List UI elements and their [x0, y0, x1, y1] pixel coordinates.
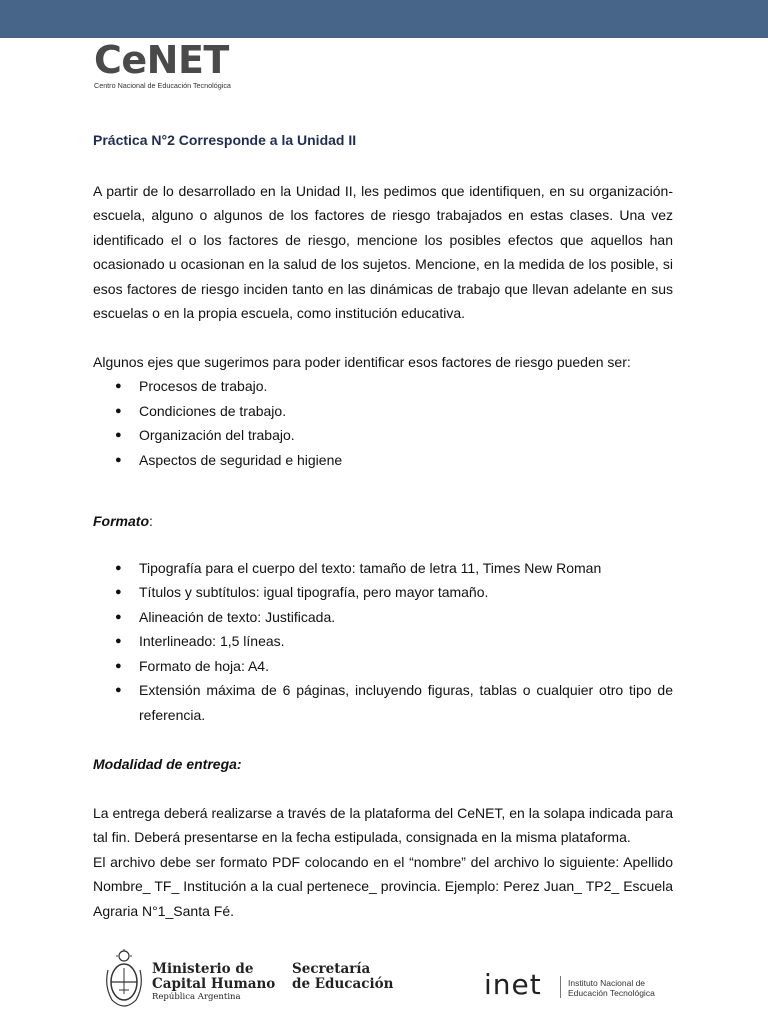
- bullet-icon: ●: [115, 380, 122, 392]
- inet-logo: inet: [484, 968, 542, 1001]
- logo-title: CeNET: [94, 38, 229, 82]
- list-item: ● Extensión máxima de 6 páginas, incluyendo figuras, tablas o cualquier otro tipo de referencia.: [93, 678, 673, 727]
- logo-subtitle: Centro Nacional de Educación Tecnológica: [94, 81, 231, 90]
- bullet-icon: ●: [115, 404, 122, 417]
- bullet-icon: ●: [115, 610, 122, 623]
- argentina-coat-of-arms-icon: [104, 948, 144, 1010]
- footer: [0, 940, 768, 1024]
- ministerio-logo: Ministerio de Capital Humano República Argentina: [152, 961, 276, 1002]
- list-item: ● Interlineado: 1,5 líneas.: [93, 629, 673, 654]
- list-item: ● Aspectos de seguridad e higiene: [93, 448, 673, 473]
- entrega-paragraph-2: El archivo debe ser formato PDF colocando en el “nombre” del archivo lo siguiente: Apellido Nombre_ TF_ Institución a la cual pertenece_ provincia. Ejemplo: Perez Juan_ TP2_ Escuela Agraria N°1_Santa Fé.: [93, 853, 673, 919]
- list-item: ● Procesos de trabajo.: [93, 374, 673, 399]
- secretaria-logo: Secretaría de Educación: [292, 961, 394, 992]
- intro-paragraph: A partir de lo desarrollado en la Unidad II, les pedimos que identifiquen, en su organización-escuela, alguno o algunos de los factores de riesgo trabajados en estas clases. Una vez identificado el o los factores de riesgo, mencione los posibles efectos que aquellos han ocasionado u ocasionan en la salud de los sujetos. Mencione, en la medida de los posible, si esos factores de riesgo inciden tanto en las dinámicas de trabajo que llevan adelante en sus escuelas o en la propia escuela, como institución educativa.: [93, 182, 673, 321]
- formato-title-line: Formato:: [93, 513, 153, 529]
- formato-list: [93, 556, 673, 728]
- document-body: [93, 128, 673, 923]
- bullet-icon: ●: [115, 429, 122, 441]
- list-item: ● Organización del trabajo.: [93, 423, 673, 448]
- ejes-intro: Algunos ejes que sugerimos para poder identificar esos factores de riesgo pueden ser:: [93, 353, 631, 370]
- entrega-title: Modalidad de entrega:: [93, 756, 242, 772]
- list-item: ● Formato de hoja: A4.: [93, 654, 673, 679]
- document-heading: Práctica N°2 Corresponde a la Unidad II: [93, 132, 357, 148]
- list-item: ● Títulos y subtítulos: igual tipografía, pero mayor tamaño.: [93, 580, 673, 605]
- formato-title: Formato: [93, 513, 149, 529]
- inet-divider: [560, 976, 561, 998]
- bullet-icon: ●: [115, 561, 122, 574]
- bullet-icon: ●: [115, 659, 122, 672]
- ejes-list: [93, 374, 673, 472]
- inet-subtitle: Instituto Nacional de Educación Tecnológica: [568, 978, 655, 998]
- cenet-logo: [94, 40, 231, 90]
- bullet-icon: ●: [115, 453, 122, 466]
- list-item: ● Condiciones de trabajo.: [93, 399, 673, 424]
- bullet-icon: ●: [115, 586, 122, 598]
- list-item: ● Tipografía para el cuerpo del texto: tamaño de letra 11, Times New Roman: [93, 556, 673, 581]
- list-item: ● Alineación de texto: Justificada.: [93, 605, 673, 630]
- bullet-icon: ●: [115, 684, 122, 696]
- entrega-paragraph-1: La entrega deberá realizarse a través de la plataforma del CeNET, en la solapa indicada para tal fin. Deberá presentarse en la fecha estipulada, consignada en la misma plataforma.: [93, 804, 673, 845]
- top-bar: [0, 0, 768, 38]
- bullet-icon: ●: [115, 635, 122, 647]
